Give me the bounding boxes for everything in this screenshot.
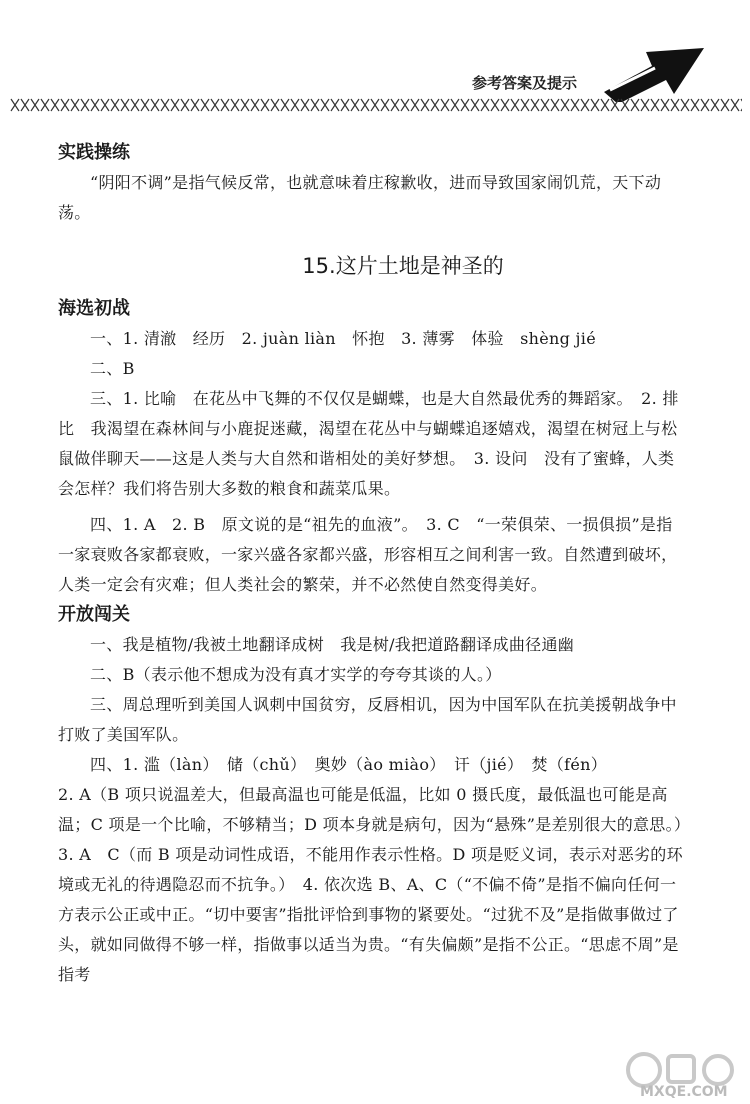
haixuan-q3: 三、1. 比喻 在花丛中飞舞的不仅仅是蝴蝶，也是大自然最优秀的舞蹈家。 2. 排比 我渴望在森林间与小鹿捉迷藏，渴望在花丛中与蝴蝶追逐嬉戏，渴望在树冠上与松鼠做伴聊天——这是人类与大自然和谐相处的美好梦想。 3. 设问 没有了蜜蜂，人类会怎样？我们将告别大多数的粮食和蔬菜瓜果。 xyxy=(58,389,679,498)
kaifang-q1: 一、我是植物/我被土地翻译成树 我是树/我把道路翻译成曲径通幽 xyxy=(90,635,575,654)
watermark-text: MXQE.COM xyxy=(640,1084,728,1100)
kaifang-q2: 二、B（表示他不想成为没有真才实学的夸夸其谈的人。） xyxy=(90,665,502,684)
lesson-title: 15.这片土地是神圣的 xyxy=(302,254,504,278)
answer-content xyxy=(58,138,699,990)
kaifang-q4-part1: 四、1. 滥（làn） 储（chǔ） 奥妙（ào miào） 讦（jié） 焚（fén） xyxy=(90,755,608,774)
haixuan-q2: 二、B xyxy=(90,359,135,378)
kaifang-q4-part2: 2. A（B 项只说温差大，但最高温也可能是低温，比如 0 摄氏度，最低温也可能是高温；C 项是一个比喻，不够精当；D 项本身就是病句，因为“悬殊”是差别很大的意思。） 3. A C（而 B 项是动词性成语，不能用作表示性格。D 项是贬义词，表示对恶劣的环境或无礼的待遇隐忍而不抗争。） 4. 依次选 B、A、C（“不偏不倚”是指不偏向任何一方表示公正或中正。“切中要害”指批评恰到事物的紧要处。“过犹不及”是指做事做过了头，就如同做得不够一样，指做事以适当为贵。“有失偏颇”是指不公正。“思虑不周”是指考 xyxy=(58,785,699,984)
haixuan-q1: 一、1. 清澈 经历 2. juàn liàn 怀抱 3. 薄雾 体验 shèng jié xyxy=(90,329,596,348)
header-label: 参考答案及提示 xyxy=(472,74,578,92)
haixuan-q4: 四、1. A 2. B 原文说的是“祖先的血液”。 3. C “一荣俱荣、一损俱损”是指一家衰败各家都衰败，一家兴盛各家都兴盛，形容相互之间利害一致。自然遭到破坏，人类一定会有灾难；但人类社会的繁荣，并不必然使自然变得美好。 xyxy=(58,515,678,594)
section-heading-haixuan: 海选初战 xyxy=(58,298,130,319)
decorative-chain-divider xyxy=(10,97,742,113)
section-heading-kaifang: 开放闯关 xyxy=(58,604,130,625)
practice-answer: “阴阳不调”是指气候反常，也就意味着庄稼歉收，进而导致国家闹饥荒，天下动荡。 xyxy=(58,173,662,222)
arrow-icon xyxy=(600,42,710,102)
kaifang-q3: 三、周总理听到美国人讽刺中国贫穷，反唇相讥，因为中国军队在抗美援朝战争中打败了美国军队。 xyxy=(58,695,677,744)
section-heading-practice: 实践操练 xyxy=(58,142,130,163)
